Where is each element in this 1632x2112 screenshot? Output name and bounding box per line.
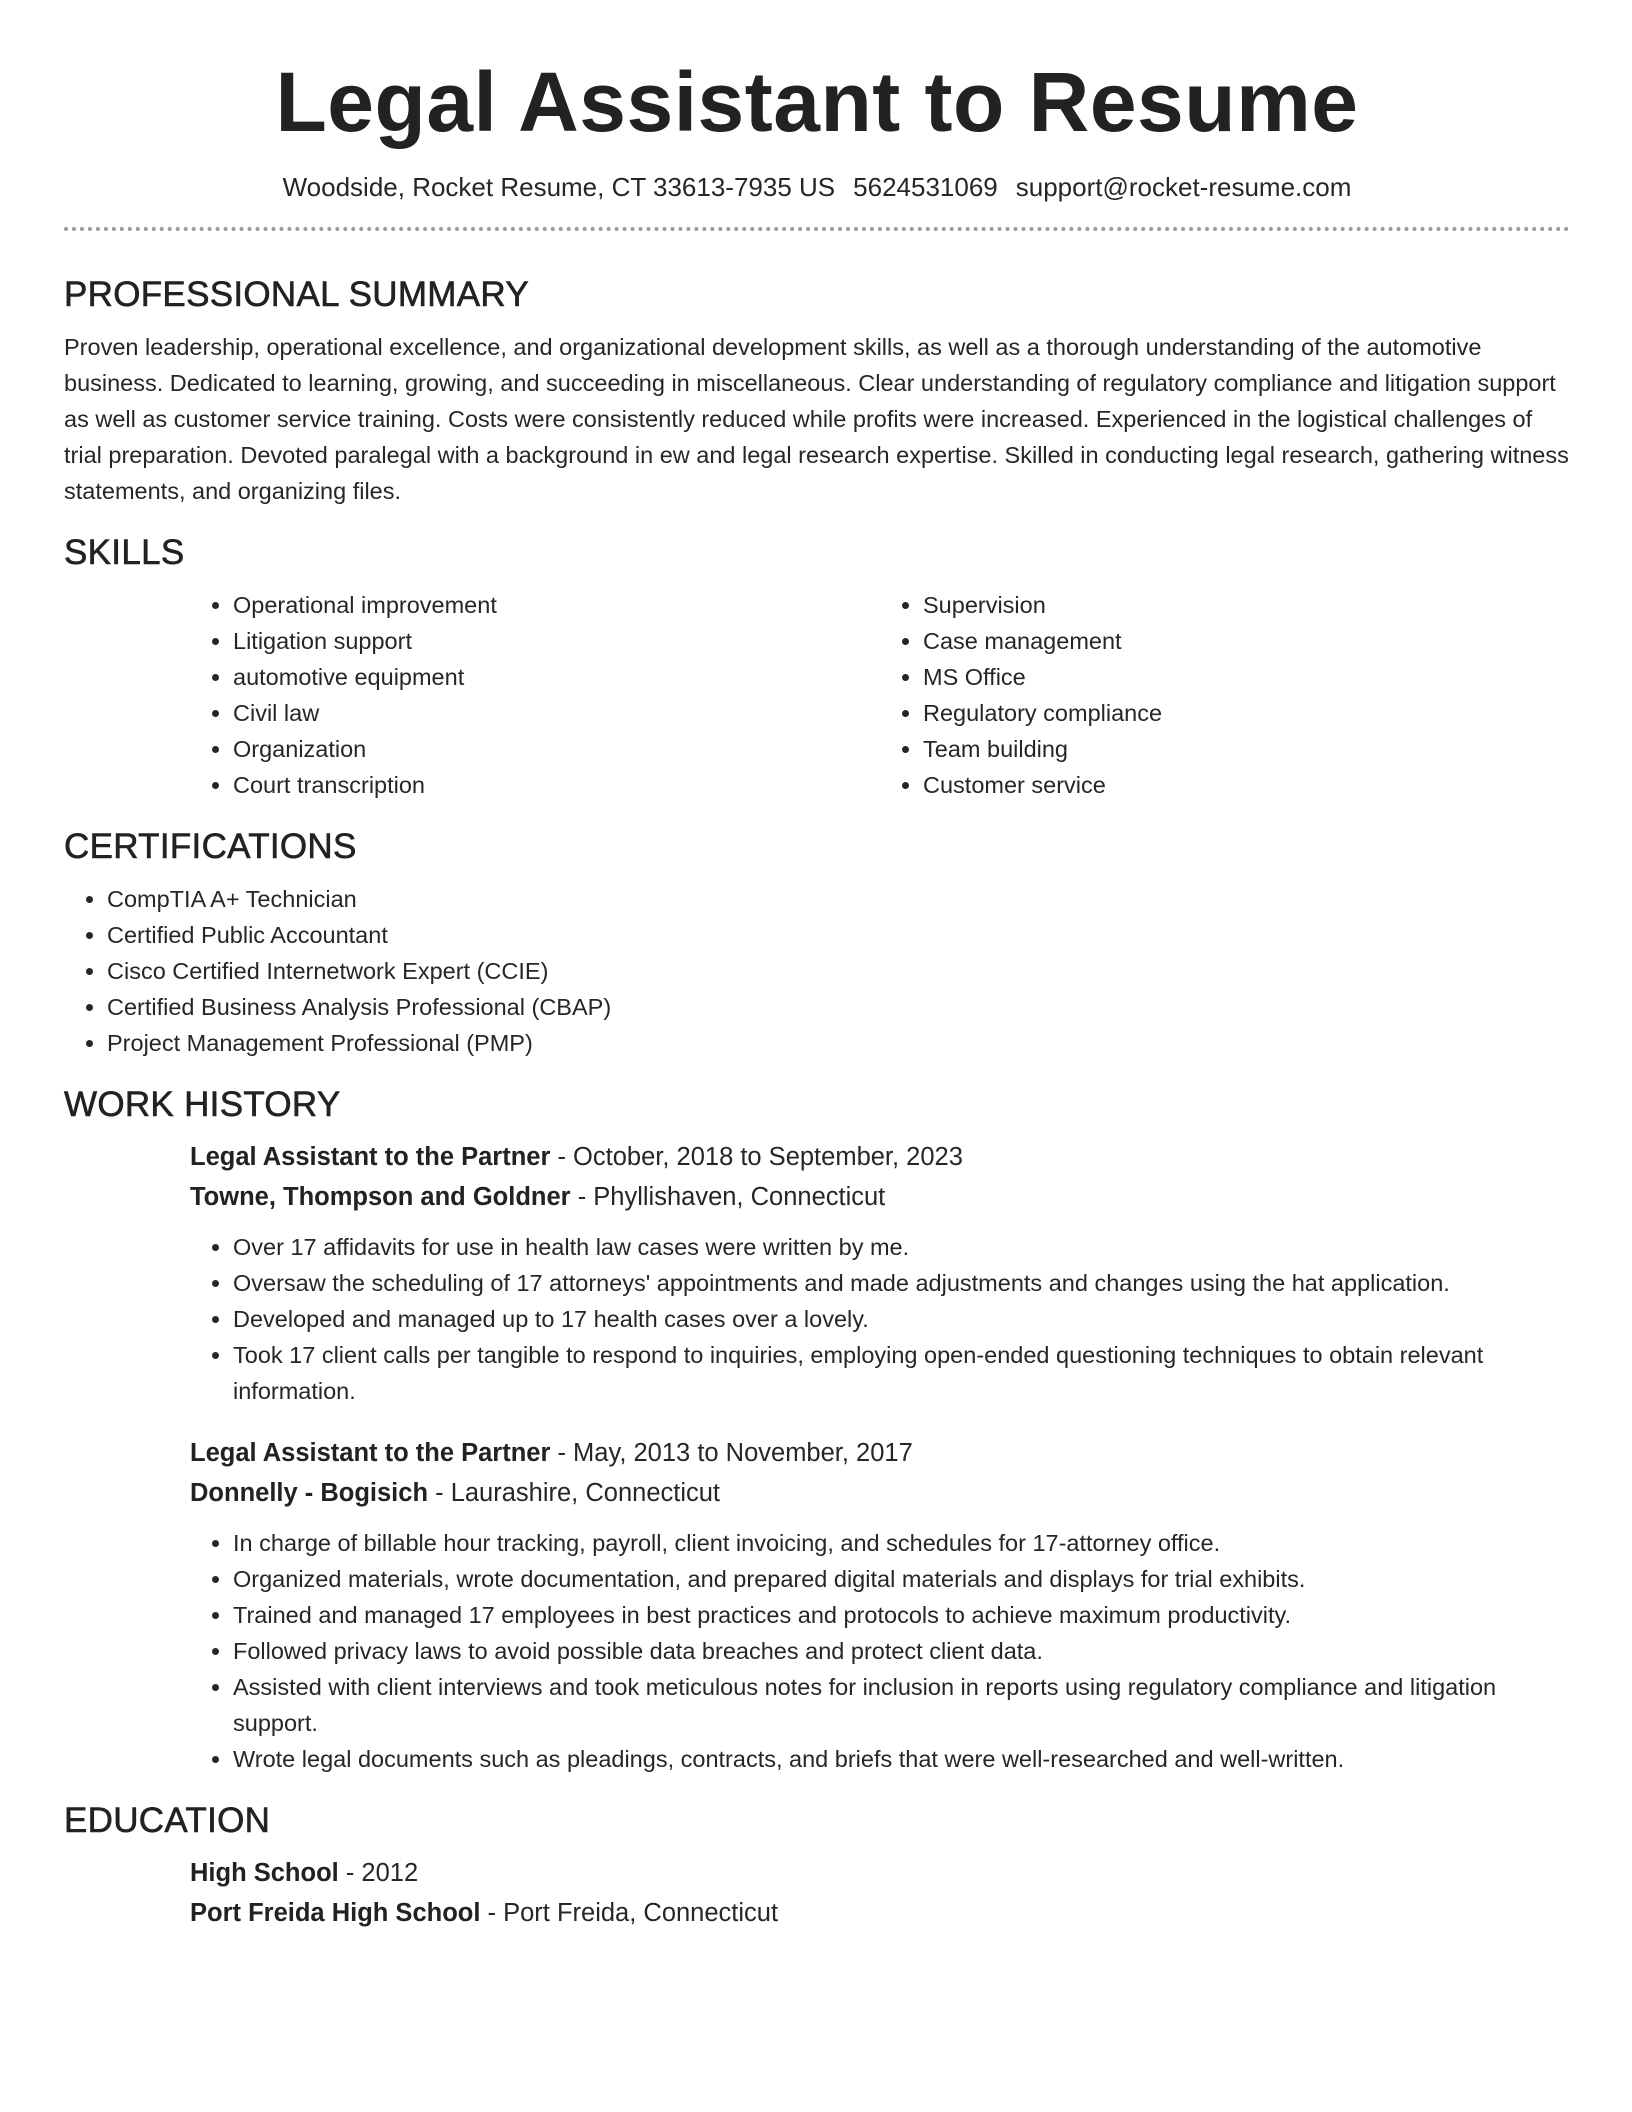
job-bullets (190, 1229, 1570, 1409)
contact-address: Woodside, Rocket Resume, CT 33613-7935 US (282, 172, 836, 203)
job-dates: - October, 2018 to September, 2023 (550, 1143, 963, 1172)
certification-item: • Certified Business Analysis Professional (CBAP) (107, 989, 1570, 1025)
job-location: - Laurashire, Connecticut (428, 1479, 721, 1508)
skill-item: • automotive equipment (233, 659, 880, 695)
skill-item: • Litigation support (233, 623, 880, 659)
resume-page (64, 0, 1570, 1933)
job-role: Legal Assistant to the Partner (190, 1439, 551, 1468)
education-school-line (190, 1893, 1570, 1933)
job-company-line (190, 1177, 1570, 1217)
skill-item: • Case management (923, 623, 1570, 659)
contact-line (64, 172, 1570, 203)
skill-item: • Customer service (923, 767, 1570, 803)
education-school: Port Freida High School (190, 1899, 481, 1928)
skills-heading: SKILLS (64, 533, 185, 573)
summary-heading: PROFESSIONAL SUMMARY (64, 275, 529, 315)
skill-item: • Organization (233, 731, 880, 767)
education-degree: High School (190, 1859, 339, 1888)
skills-column-left (190, 587, 880, 803)
job-location: - Phyllishaven, Connecticut (570, 1183, 886, 1212)
header-divider (64, 227, 1570, 231)
job-bullet: • Organized materials, wrote documentation, and prepared digital materials and displays for trial exhibits. (233, 1561, 1570, 1597)
job-bullet: • Assisted with client interviews and took meticulous notes for inclusion in reports using regulatory compliance and litigation support. (233, 1669, 1570, 1741)
resume-title: Legal Assistant to Resume (275, 55, 1359, 149)
certification-item: • Project Management Professional (PMP) (107, 1025, 1570, 1061)
job-bullet: • Trained and managed 17 employees in best practices and protocols to achieve maximum productivity. (233, 1597, 1570, 1633)
job-bullet: • Over 17 affidavits for use in health law cases were written by me. (233, 1229, 1570, 1265)
skill-item: • Supervision (923, 587, 1570, 623)
job-bullet: • Took 17 client calls per tangible to respond to inquiries, employing open-ended questioning techniques to obtain relevant information. (233, 1337, 1570, 1409)
skills-column-right (880, 587, 1570, 803)
job-company: Towne, Thompson and Goldner (190, 1183, 571, 1212)
job-dates: - May, 2013 to November, 2017 (550, 1439, 913, 1468)
certification-item: • Cisco Certified Internetwork Expert (CCIE) (107, 953, 1570, 989)
skill-item: • Operational improvement (233, 587, 880, 623)
education-degree-line (190, 1853, 1570, 1893)
certification-item: • CompTIA A+ Technician (107, 881, 1570, 917)
job-company-line (190, 1473, 1570, 1513)
job-entry (190, 1137, 1570, 1409)
job-title-line (190, 1433, 1570, 1473)
job-bullet: • Developed and managed up to 17 health cases over a lovely. (233, 1301, 1570, 1337)
skills-list (190, 587, 1570, 803)
skill-item: • Regulatory compliance (923, 695, 1570, 731)
job-company: Donnelly - Bogisich (190, 1479, 429, 1508)
work-history-heading: WORK HISTORY (64, 1085, 341, 1125)
skill-item: • Team building (923, 731, 1570, 767)
job-bullet: • Oversaw the scheduling of 17 attorneys' appointments and made adjustments and changes using the hat application. (233, 1265, 1570, 1301)
skill-item: • Court transcription (233, 767, 880, 803)
certification-item: • Certified Public Accountant (107, 917, 1570, 953)
job-bullet: • In charge of billable hour tracking, payroll, client invoicing, and schedules for 17-attorney office. (233, 1525, 1570, 1561)
job-role: Legal Assistant to the Partner (190, 1143, 551, 1172)
job-entry (190, 1433, 1570, 1777)
job-bullets (190, 1525, 1570, 1777)
education-location: - Port Freida, Connecticut (480, 1899, 779, 1928)
job-bullet: • Wrote legal documents such as pleadings, contracts, and briefs that were well-researched and well-written. (233, 1741, 1570, 1777)
skill-item: • Civil law (233, 695, 880, 731)
job-title-line (190, 1137, 1570, 1177)
job-bullet: • Followed privacy laws to avoid possible data breaches and protect client data. (233, 1633, 1570, 1669)
education-entry (190, 1853, 1570, 1933)
contact-email: support@rocket-resume.com (1015, 172, 1352, 203)
certifications-list (64, 881, 1570, 1061)
contact-phone: 5624531069 (853, 172, 998, 203)
education-year: - 2012 (338, 1859, 419, 1888)
education-heading: EDUCATION (64, 1801, 271, 1841)
skill-item: • MS Office (923, 659, 1570, 695)
certifications-heading: CERTIFICATIONS (64, 827, 357, 867)
summary-text: Proven leadership, operational excellence, and organizational development skills, as well as a thorough understanding of the automotive business. Dedicated to learning, growing, and succeeding in miscellaneous. Clear understanding of regulatory compliance and litigation support as well as customer service training. Costs were consistently reduced while profits were increased. Experienced in the logistical challenges of trial preparation. Devoted paralegal with a background in ew and legal research expertise. Skilled in conducting legal research, gathering witness statements, and organizing files. (64, 334, 1569, 505)
